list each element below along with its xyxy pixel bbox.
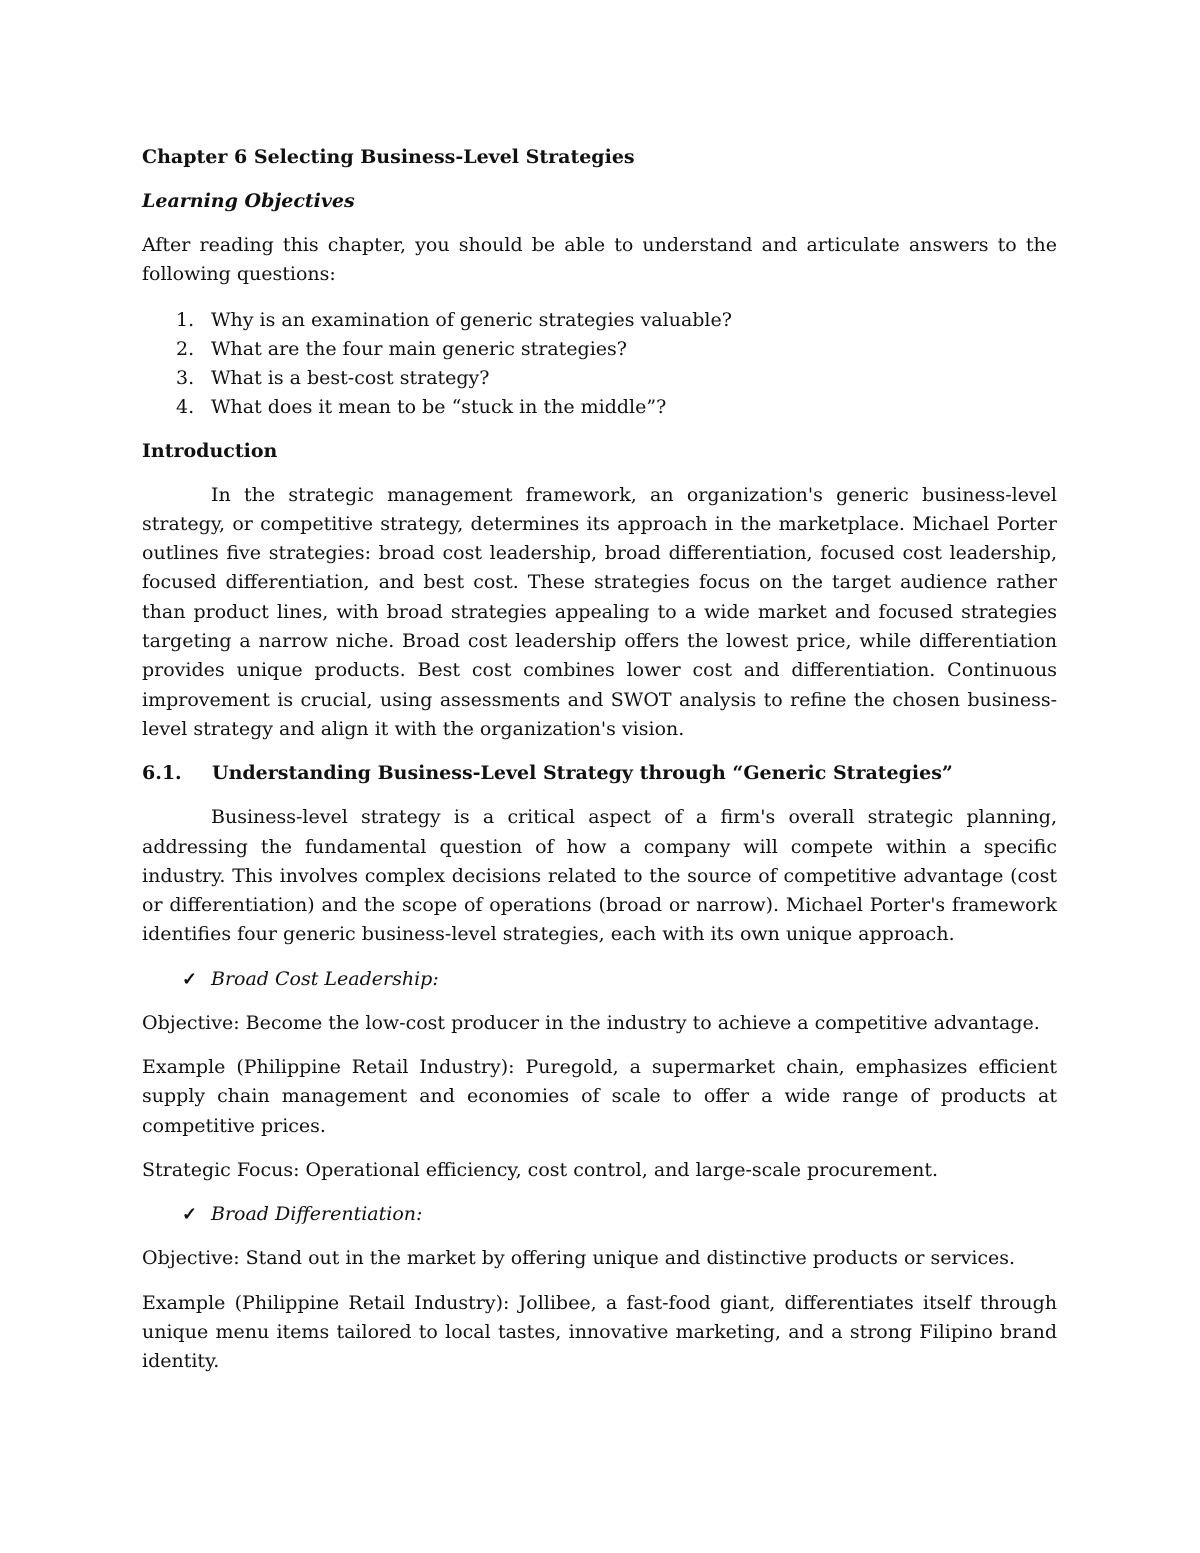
document-content	[142, 143, 1057, 1376]
list-item	[142, 306, 1057, 335]
introduction-heading: Introduction	[142, 439, 278, 462]
learning-objectives-heading: Learning Objectives	[142, 190, 355, 212]
broad-differentiation-heading: Broad Differentiation:	[211, 1203, 423, 1226]
cost-leadership-focus: Strategic Focus: Operational efficiency, cost control, and large-scale procurement.	[142, 1158, 939, 1181]
list-item	[142, 335, 1057, 364]
cost-leadership-example: Example (Philippine Retail Industry): Puregold, a supermarket chain, emphasizes efficient supply chain management and economies of scale to offer a wide range of products at competitive prices.	[142, 1056, 1057, 1137]
list-item-text: What does it mean to be “stuck in the middle”?	[211, 395, 667, 418]
section-title: Understanding Business-Level Strategy through “Generic Strategies”	[212, 762, 953, 785]
objectives-list	[142, 306, 1057, 422]
section-6-1-paragraph: Business-level strategy is a critical aspect of a firm's overall strategic planning, addressing the fundamental question of how a company will compete within a specific industry. This involves complex decisions related to the source of competitive advantage (cost or differentiation) and the scope of operations (broad or narrow). Michael Porter's framework identifies four generic business-level strategies, each with its own unique approach.	[142, 806, 1057, 946]
differentiation-objective: Objective: Stand out in the market by offering unique and distinctive products or services.	[142, 1247, 1016, 1270]
broad-cost-leadership-heading: Broad Cost Leadership:	[211, 967, 439, 990]
list-item-text: What is a best-cost strategy?	[211, 366, 490, 389]
checkmark-icon: ✓	[182, 968, 198, 990]
section-number: 6.1.	[142, 762, 182, 785]
list-item	[142, 393, 1057, 422]
checkmark-icon: ✓	[182, 1204, 198, 1226]
chapter-title: Chapter 6 Selecting Business-Level Strategies	[142, 146, 635, 168]
objectives-intro: After reading this chapter, you should be able to understand and articulate answers to the following questions:	[142, 234, 1057, 286]
broad-differentiation-item	[142, 1200, 1057, 1229]
list-item-number: 2.	[176, 337, 195, 360]
cost-leadership-objective: Objective: Become the low-cost producer in the industry to achieve a competitive advantage.	[142, 1011, 1040, 1034]
list-item-number: 3.	[176, 366, 195, 389]
list-item	[142, 364, 1057, 393]
list-item-text: What are the four main generic strategies?	[211, 337, 627, 360]
introduction-paragraph: In the strategic management framework, an organization's generic business-level strategy, or competitive strategy, determines its approach in the marketplace. Michael Porter outlines five strategies: broad cost leadership, broad differentiation, focused cost leadership, focused differentiation, and best cost. These strategies focus on the target audience rather than product lines, with broad strategies appealing to a wide market and focused strategies targeting a narrow niche. Broad cost leadership offers the lowest price, while differentiation provides unique products. Best cost combines lower cost and differentiation. Continuous improvement is crucial, using assessments and SWOT analysis to refine the chosen business-level strategy and align it with the organization's vision.	[142, 483, 1057, 740]
list-item-number: 4.	[176, 395, 195, 418]
section-6-1-heading	[142, 759, 1057, 788]
list-item-number: 1.	[176, 308, 195, 331]
differentiation-example: Example (Philippine Retail Industry): Jollibee, a fast-food giant, differentiates itself through unique menu items tailored to local tastes, innovative marketing, and a strong Filipino brand identity.	[142, 1291, 1057, 1373]
broad-cost-leadership-item	[142, 965, 1057, 994]
list-item-text: Why is an examination of generic strategies valuable?	[211, 308, 732, 331]
